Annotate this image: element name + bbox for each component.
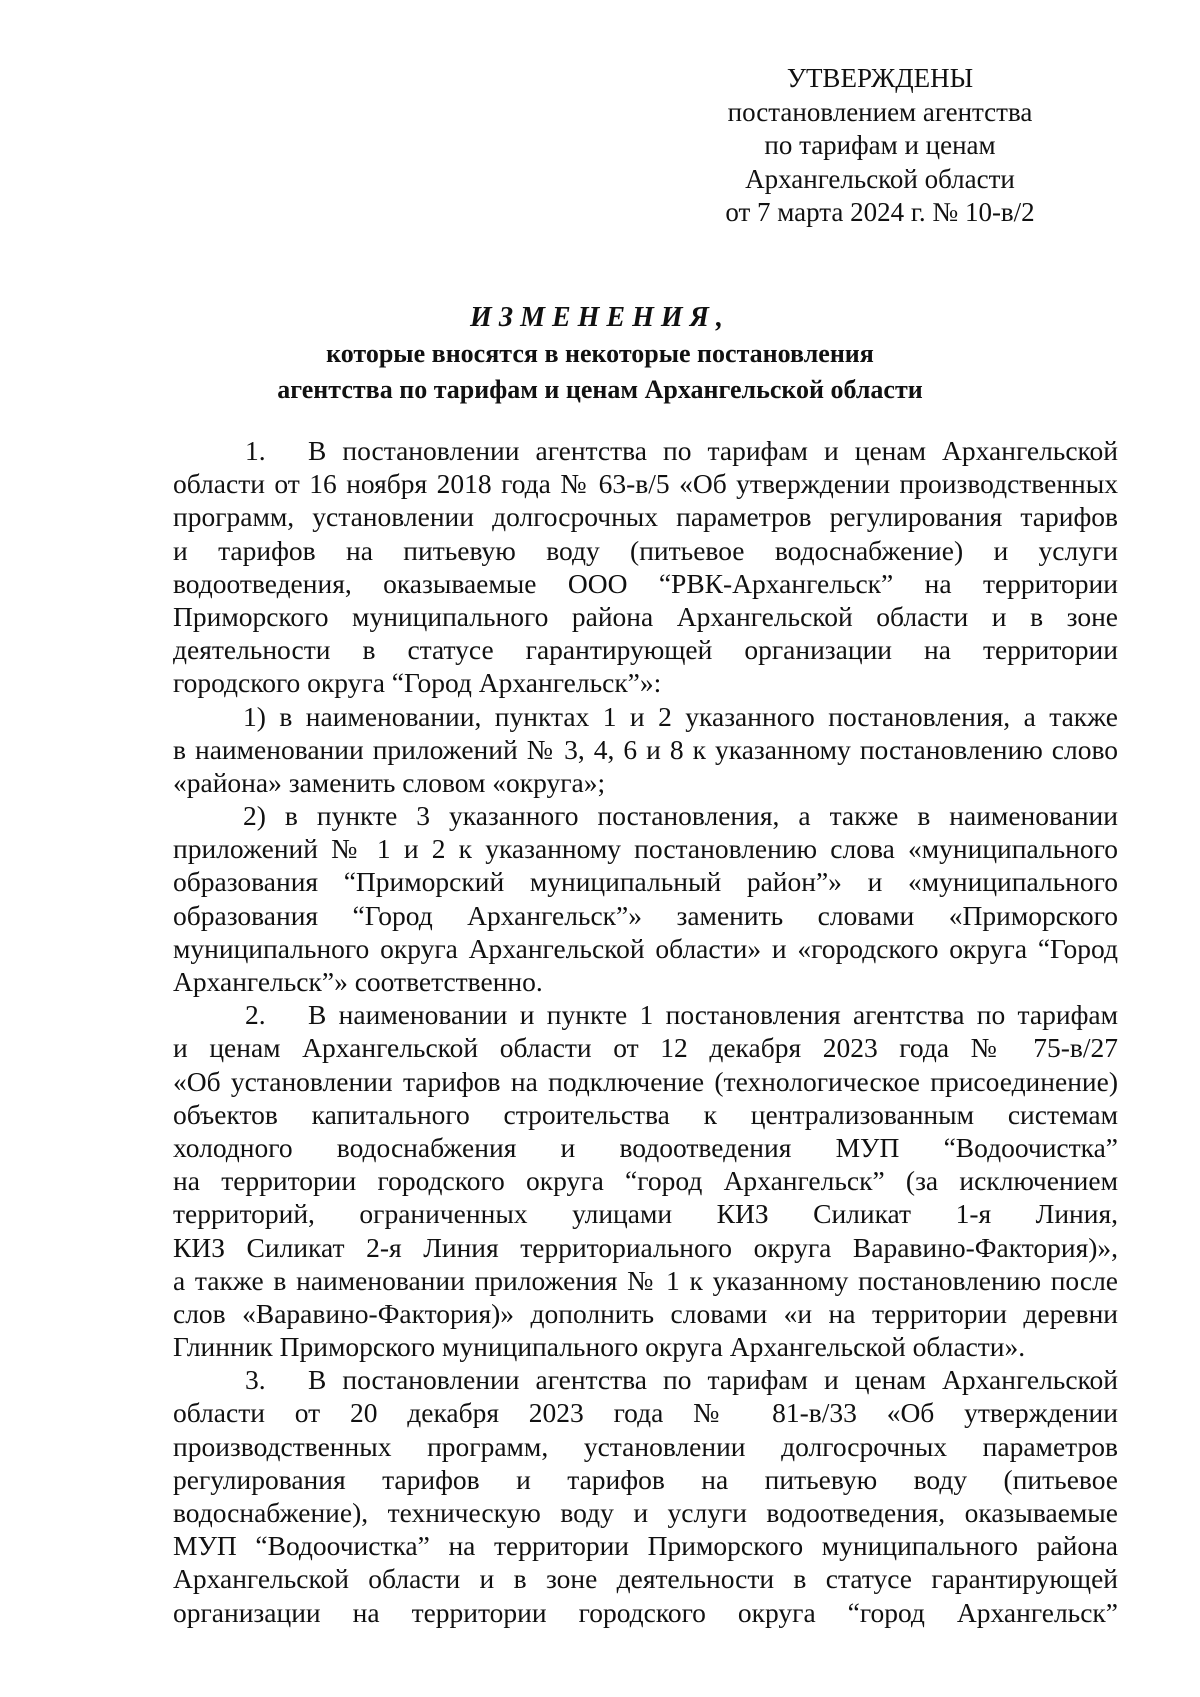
text-line: в наименовании приложений № 3, 4, 6 и 8 к указанному постановлению слово bbox=[173, 733, 1118, 765]
text-line: программ, установлении долгосрочных параметров регулирования тарифов bbox=[173, 501, 1118, 533]
approval-line: постановлением агентства bbox=[727, 96, 1033, 127]
text-line: МУП “Водоочистка” на территории Приморского муниципального района bbox=[173, 1530, 1118, 1562]
text-line: «Об установлении тарифов на подключение (технологическое присоединение) bbox=[173, 1065, 1118, 1097]
text-line: 2. В наименовании и пункте 1 постановления агентства по тарифам bbox=[173, 998, 1118, 1031]
text-line: а также в наименовании приложения № 1 к указанному постановлению после bbox=[173, 1264, 1118, 1296]
text-line: регулирования тарифов и тарифов на питьевую воду (питьевое bbox=[173, 1463, 1118, 1495]
item-number: 1. bbox=[245, 435, 266, 466]
text-line: и ценам Архангельской области от 12 декабря 2023 года № 75-в/27 bbox=[173, 1032, 1118, 1064]
text-line: 1. В постановлении агентства по тарифам и ценам Архангельской bbox=[173, 434, 1118, 467]
title-main: ИЗМЕНЕНИЯ, bbox=[470, 302, 730, 333]
item-3 bbox=[173, 1363, 1118, 1629]
approval-block bbox=[705, 62, 1055, 230]
text-line: водоснабжение), техническую воду и услуги водоотведения, оказываемые bbox=[173, 1497, 1118, 1528]
approval-line: по тарифам и ценам bbox=[764, 130, 996, 160]
text-line: территорий, ограниченных улицами КИЗ Силикат 1-я Линия, bbox=[173, 1198, 1118, 1230]
text-line: слов «Варавино-Фактория)» дополнить словами «и на территории деревни bbox=[173, 1297, 1118, 1329]
title-line-2: агентства по тарифам и ценам Архангельской области bbox=[277, 375, 923, 404]
item-number: 2. bbox=[245, 999, 266, 1031]
text-line: образования “Город Архангельск”» заменить словами «Приморского bbox=[173, 899, 1118, 931]
subitem-2 bbox=[173, 799, 1118, 998]
text-line: деятельности в статусе гарантирующей организации на территории bbox=[173, 634, 1118, 666]
text-line: холодного водоснабжения и водоотведения МУП “Водоочистка” bbox=[173, 1131, 1118, 1163]
text-line: Архангельск”» соответственно. bbox=[173, 966, 543, 997]
text-line: городского округа “Город Архангельск”»: bbox=[173, 667, 662, 699]
text-line: 2) в пункте 3 указанного постановления, а также в наименовании bbox=[243, 800, 1118, 832]
text-line: области от 16 ноября 2018 года № 63-в/5 «Об утверждении производственных bbox=[173, 468, 1118, 500]
title-line-1: которые вносятся в некоторые постановления bbox=[326, 339, 874, 368]
text-line: Приморского муниципального района Архангельской области и в зоне bbox=[173, 600, 1118, 632]
text-line: образования “Приморский муниципальный район”» и «муниципального bbox=[173, 866, 1118, 898]
text-line: на территории городского округа “город Архангельск” (за исключением bbox=[173, 1165, 1118, 1197]
text-line: 1) в наименовании, пунктах 1 и 2 указанного постановления, а также bbox=[243, 700, 1118, 732]
text-line: КИЗ Силикат 2-я Линия территориального округа Варавино-Фактория)», bbox=[173, 1231, 1118, 1263]
text-line: объектов капитального строительства к централизованным системам bbox=[173, 1098, 1118, 1130]
document-title bbox=[0, 300, 1200, 408]
document-body bbox=[173, 434, 1118, 1629]
text-line: муниципального округа Архангельской области» и «городского округа “Город bbox=[173, 932, 1118, 964]
text-line: «района» заменить словом «округа»; bbox=[173, 766, 606, 798]
text-line: организации на территории городского округа “город Архангельск” bbox=[173, 1596, 1118, 1628]
text-line: водоотведения, оказываемые ООО “РВК-Архангельск” на территории bbox=[173, 567, 1118, 599]
item-1 bbox=[173, 434, 1118, 700]
text-line: производственных программ, установлении долгосрочных параметров bbox=[173, 1430, 1118, 1462]
item-number: 3. bbox=[245, 1364, 266, 1396]
approval-line: Архангельской области bbox=[745, 163, 1015, 194]
approval-line: от 7 марта 2024 г. № 10-в/2 bbox=[725, 197, 1035, 227]
text-line: Архангельской области и в зоне деятельности в статусе гарантирующей bbox=[173, 1563, 1118, 1595]
text-line: Глинник Приморского муниципального округа Архангельской области». bbox=[173, 1331, 1026, 1363]
text-line: приложений № 1 и 2 к указанному постановлению слова «муниципального bbox=[173, 833, 1118, 865]
subitem-1 bbox=[173, 700, 1118, 800]
text-line: и тарифов на питьевую воду (питьевое водоснабжение) и услуги bbox=[173, 534, 1118, 566]
approval-line: УТВЕРЖДЕНЫ bbox=[786, 63, 974, 93]
text-line: области от 20 декабря 2023 года № 81-в/33 «Об утверждении bbox=[173, 1397, 1118, 1429]
text-line: 3. В постановлении агентства по тарифам и ценам Архангельской bbox=[173, 1363, 1118, 1396]
item-2 bbox=[173, 998, 1118, 1363]
